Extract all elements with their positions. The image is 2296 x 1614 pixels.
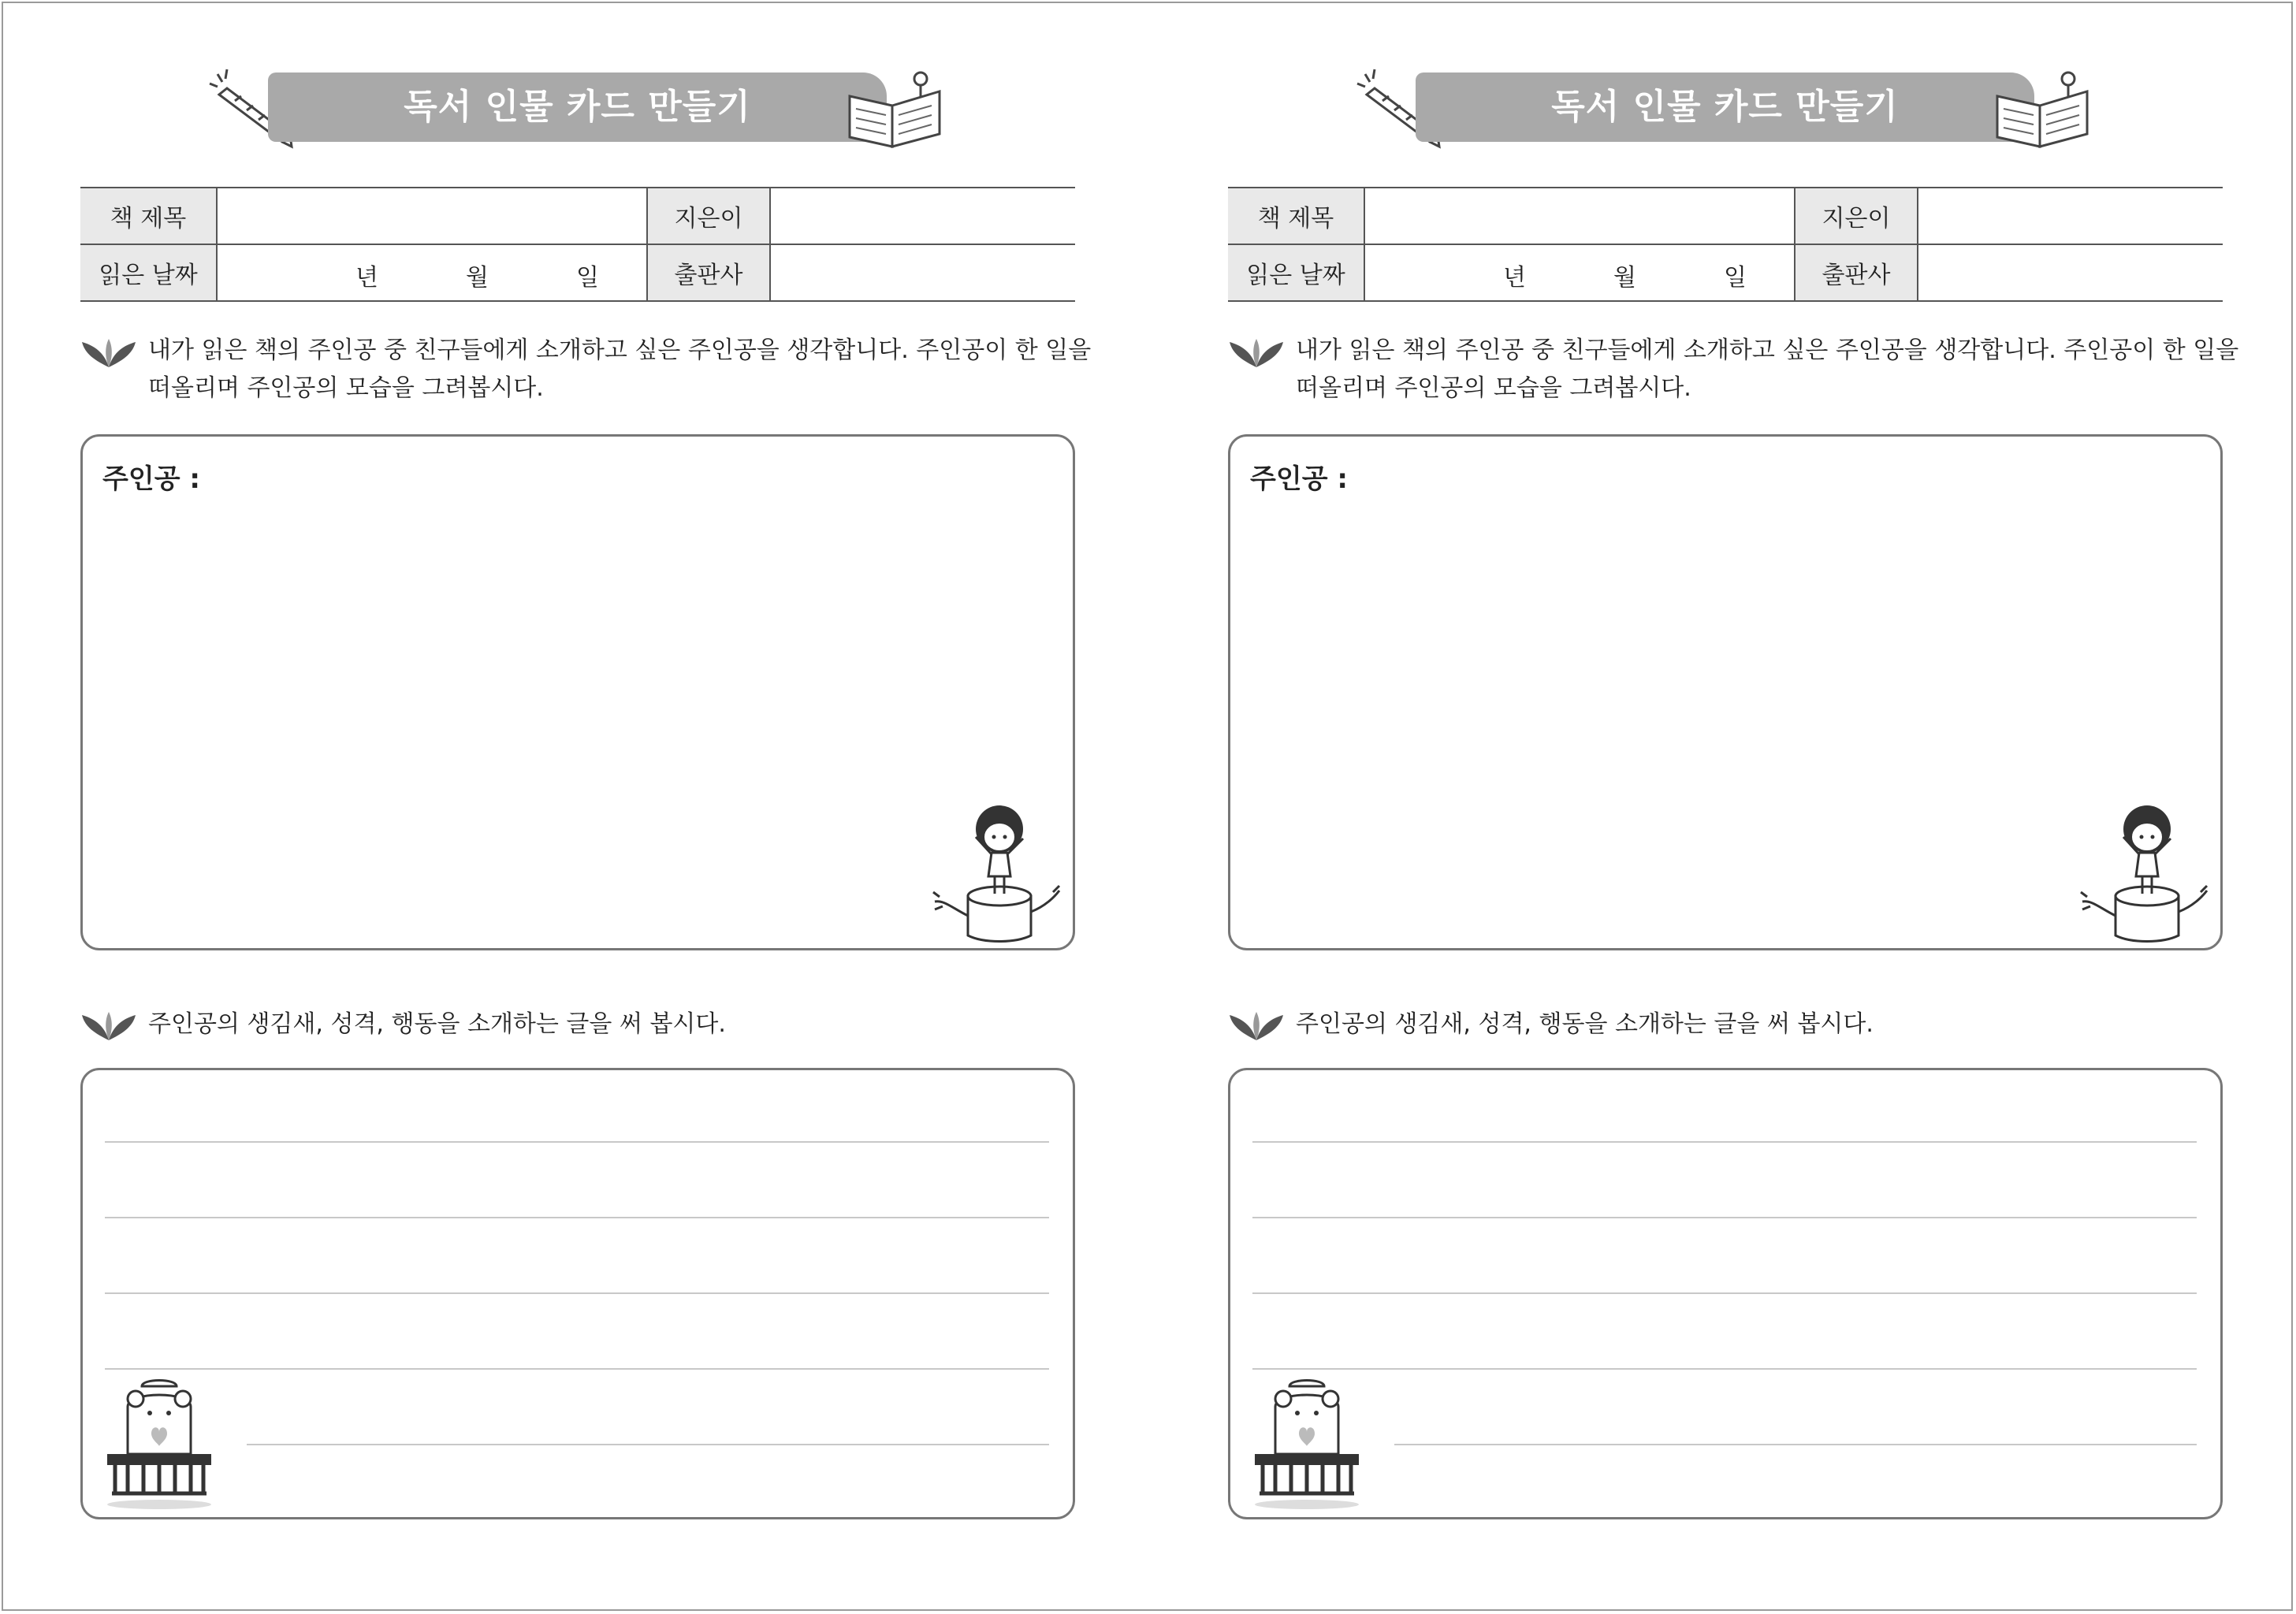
writing-line [105,1217,1049,1218]
book-title-label: 책 제목 [80,188,217,244]
writing-line [105,1141,1049,1143]
day-label: 일 [1724,264,1747,292]
writing-line [1394,1444,2197,1445]
instruction-write: 주인공의 생김새, 성격, 행동을 소개하는 글을 써 봅시다. [1296,1010,1874,1038]
open-book-icon [843,65,946,151]
worksheet-title: 독서 인물 카드 만들기 [404,87,751,127]
girl-on-stump-illustration [2076,798,2210,943]
day-label: 일 [576,264,599,292]
read-date-label: 읽은 날짜 [80,244,217,301]
instruction-draw-line2: 떠올리며 주인공의 모습을 그려봅시다. [1296,374,1691,402]
open-book-icon [1991,65,2093,151]
protagonist-label: 주인공 : [1250,463,1348,495]
book-info-table [80,187,1075,302]
leaf-bullet-icon [80,337,137,369]
instruction-draw-line1: 내가 읽은 책의 주인공 중 친구들에게 소개하고 싶은 주인공을 생각합니다. 주인공이 한 일을 [1296,337,2239,364]
instruction-write: 주인공의 생김새, 성격, 행동을 소개하는 글을 써 봅시다. [148,1010,726,1038]
writing-line [1252,1217,2197,1218]
worksheet-title: 독서 인물 카드 만들기 [1551,87,1899,127]
read-date-field[interactable] [1364,244,1795,301]
bear-at-desk-illustration [1252,1375,1362,1509]
writing-line [1252,1292,2197,1294]
author-label: 지은이 [647,188,770,244]
author-label: 지은이 [1795,188,1918,244]
author-field[interactable] [1918,188,2223,244]
author-field[interactable] [770,188,1075,244]
read-date-label: 읽은 날짜 [1228,244,1364,301]
girl-on-stump-illustration [928,798,1062,943]
book-title-field[interactable] [217,188,647,244]
writing-line [1252,1368,2197,1370]
drawing-area[interactable] [80,434,1075,950]
year-label: 년 [1503,264,1526,292]
book-info-table [1228,187,2223,302]
month-label: 월 [1613,264,1636,292]
writing-line [105,1292,1049,1294]
instruction-draw-line1: 내가 읽은 책의 주인공 중 친구들에게 소개하고 싶은 주인공을 생각합니다. 주인공이 한 일을 [148,337,1092,364]
instruction-draw-line2: 떠올리며 주인공의 모습을 그려봅시다. [148,374,544,402]
writing-line [1252,1141,2197,1143]
leaf-bullet-icon [1228,337,1285,369]
book-title-label: 책 제목 [1228,188,1364,244]
leaf-bullet-icon [1228,1010,1285,1042]
book-title-field[interactable] [1364,188,1795,244]
protagonist-label: 주인공 : [102,463,200,495]
bear-at-desk-illustration [104,1375,214,1509]
publisher-label: 출판사 [1795,244,1918,301]
publisher-label: 출판사 [647,244,770,301]
drawing-area[interactable] [1228,434,2223,950]
month-label: 월 [466,264,489,292]
publisher-field[interactable] [770,244,1075,301]
read-date-field[interactable] [217,244,647,301]
writing-line [247,1444,1049,1445]
year-label: 년 [355,264,378,292]
publisher-field[interactable] [1918,244,2223,301]
worksheet-right [1148,0,2295,1614]
writing-line [105,1368,1049,1370]
leaf-bullet-icon [80,1010,137,1042]
